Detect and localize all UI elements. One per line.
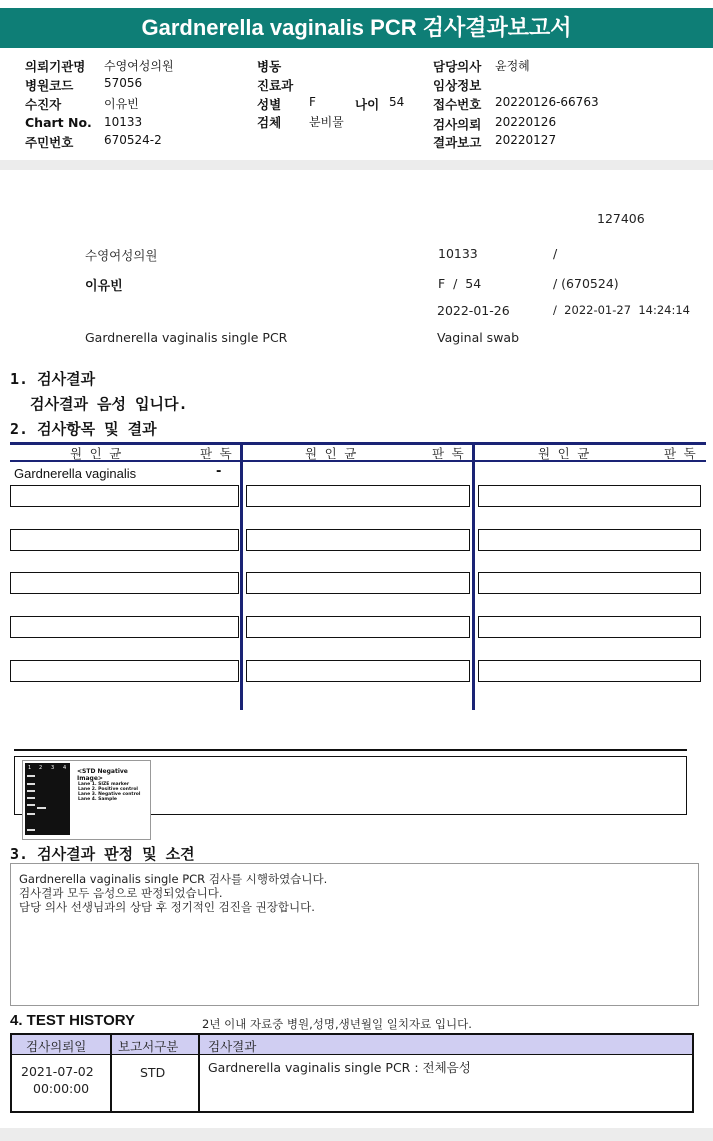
- result-cell: [246, 660, 470, 682]
- report-title: Gardnerella vaginalis PCR 검사결과보고서: [0, 8, 713, 48]
- gel-photo: [25, 763, 70, 835]
- sex-label: 성별: [257, 97, 282, 112]
- clinical-info-label: 임상정보: [433, 78, 482, 93]
- image-separator: [14, 749, 687, 751]
- section1-result: 검사결과 음성 입니다.: [30, 395, 188, 413]
- sex-value: F: [309, 95, 316, 109]
- col-organism-header: 원 인 균: [305, 446, 357, 461]
- specimen-value: 분비물: [309, 115, 344, 129]
- history-date: 2021-07-02: [21, 1064, 94, 1079]
- receipt-no-value: 20220126-66763: [495, 95, 599, 109]
- lane-label: 3: [51, 765, 55, 771]
- findings-box: [10, 863, 699, 1006]
- col-judgment-header: 판 독: [664, 446, 696, 461]
- report-sex-age: F / 54: [438, 276, 482, 291]
- section2-title: 2. 검사항목 및 결과: [10, 420, 157, 438]
- institution-label: 의뢰기관명: [25, 59, 86, 74]
- result-cell: [478, 660, 701, 682]
- result-cell: [478, 529, 701, 551]
- doctor-label: 담당의사: [433, 59, 482, 74]
- result-cell: [246, 529, 470, 551]
- report-institution: 수영여성의원: [85, 248, 158, 263]
- history-col-header: 검사결과: [208, 1039, 257, 1054]
- footer-bar: [0, 1128, 713, 1141]
- age-label: 나이: [355, 97, 380, 112]
- finding-line: Gardnerella vaginalis single PCR 검사를 시행하였습니다.: [19, 872, 328, 886]
- result-cell: [478, 572, 701, 594]
- result-cell: [246, 485, 470, 507]
- gel-image: [22, 760, 151, 840]
- age-value: 54: [389, 95, 405, 109]
- rrn-label: 주민번호: [25, 135, 74, 150]
- result-cell: [478, 616, 701, 638]
- grid-divider: [240, 442, 243, 710]
- history-type: STD: [140, 1065, 166, 1080]
- ward-label: 병동: [257, 59, 282, 74]
- finding-line: 검사결과 모두 음성으로 판정되었습니다.: [19, 886, 223, 900]
- organism-judgment: -: [216, 464, 222, 479]
- lane-label: 2: [39, 765, 43, 771]
- history-divider: [198, 1035, 200, 1111]
- section1-title: 1. 검사결과: [10, 370, 96, 388]
- report-chart-no: 10133: [438, 246, 478, 261]
- result-cell: [246, 616, 470, 638]
- dept-label: 진료과: [257, 78, 294, 93]
- finding-line: 담당 의사 선생님과의 상담 후 정기적인 검진을 권장합니다.: [19, 900, 315, 914]
- chart-no-value: 10133: [104, 115, 143, 129]
- history-header-row: [12, 1035, 692, 1055]
- report-birth: / (670524): [553, 276, 619, 291]
- gel-legend-item: Lane 4. Sample: [78, 797, 117, 802]
- patient-value: 이유빈: [104, 97, 139, 111]
- report-specimen: Vaginal swab: [437, 330, 520, 345]
- report-date-value: 20220127: [495, 133, 557, 147]
- report-number: 127406: [597, 211, 645, 226]
- result-cell: [478, 485, 701, 507]
- patient-label: 수진자: [25, 97, 62, 112]
- report-datetime: / 2022-01-27 14:24:14: [553, 303, 690, 317]
- result-cell: [10, 529, 239, 551]
- grid-divider: [472, 442, 475, 710]
- col-judgment-header: 판 독: [432, 446, 464, 461]
- report-collect-date: 2022-01-26: [437, 303, 510, 318]
- result-cell: [10, 616, 239, 638]
- col-judgment-header: 판 독: [200, 446, 232, 461]
- rrn-value: 670524-2: [104, 133, 162, 147]
- report-date-label: 결과보고: [433, 135, 482, 150]
- result-cell: [10, 660, 239, 682]
- col-organism-header: 원 인 균: [538, 446, 590, 461]
- organism-name: Gardnerella vaginalis: [14, 466, 137, 481]
- request-date-value: 20220126: [495, 115, 557, 129]
- section4-title: 4. TEST HISTORY: [10, 1012, 136, 1029]
- hospital-code-value: 57056: [104, 76, 143, 90]
- history-note: 2년 이내 자료중 병원,성명,생년월일 일치자료 입니다.: [202, 1017, 472, 1031]
- history-col-header: 검사의뢰일: [26, 1039, 87, 1054]
- lane-label: 4: [63, 765, 67, 771]
- result-cell: [246, 572, 470, 594]
- col-organism-header: 원 인 균: [70, 446, 122, 461]
- result-cell: [10, 572, 239, 594]
- history-result: Gardnerella vaginalis single PCR : 전체음성: [208, 1060, 471, 1075]
- gel-legend-item: Lane 2. Positive control: [78, 787, 138, 792]
- section3-title: 3. 검사결과 판정 및 소견: [10, 845, 195, 863]
- doctor-value: 윤정혜: [495, 59, 530, 73]
- history-time: 00:00:00: [33, 1081, 90, 1096]
- history-col-header: 보고서구분: [118, 1039, 179, 1054]
- gel-legend-item: Lane 1. SIZE marker: [78, 782, 130, 787]
- institution-value: 수영여성의원: [104, 59, 174, 73]
- report-slash: /: [553, 246, 558, 261]
- hospital-code-label: 병원코드: [25, 78, 74, 93]
- chart-no-label: Chart No.: [25, 115, 92, 130]
- history-table: [10, 1033, 694, 1113]
- result-cell: [10, 485, 239, 507]
- receipt-no-label: 접수번호: [433, 97, 482, 112]
- report-test-name: Gardnerella vaginalis single PCR: [85, 330, 288, 345]
- report-patient: 이유빈: [85, 279, 123, 294]
- specimen-label: 검체: [257, 115, 282, 130]
- gel-title: <STD Negative Image>: [77, 768, 128, 782]
- lane-label: 1: [28, 765, 32, 771]
- header-separator: [0, 160, 713, 170]
- history-divider: [110, 1035, 112, 1111]
- gel-legend-item: Lane 3. Negative control: [78, 792, 141, 797]
- request-date-label: 검사의뢰: [433, 117, 482, 132]
